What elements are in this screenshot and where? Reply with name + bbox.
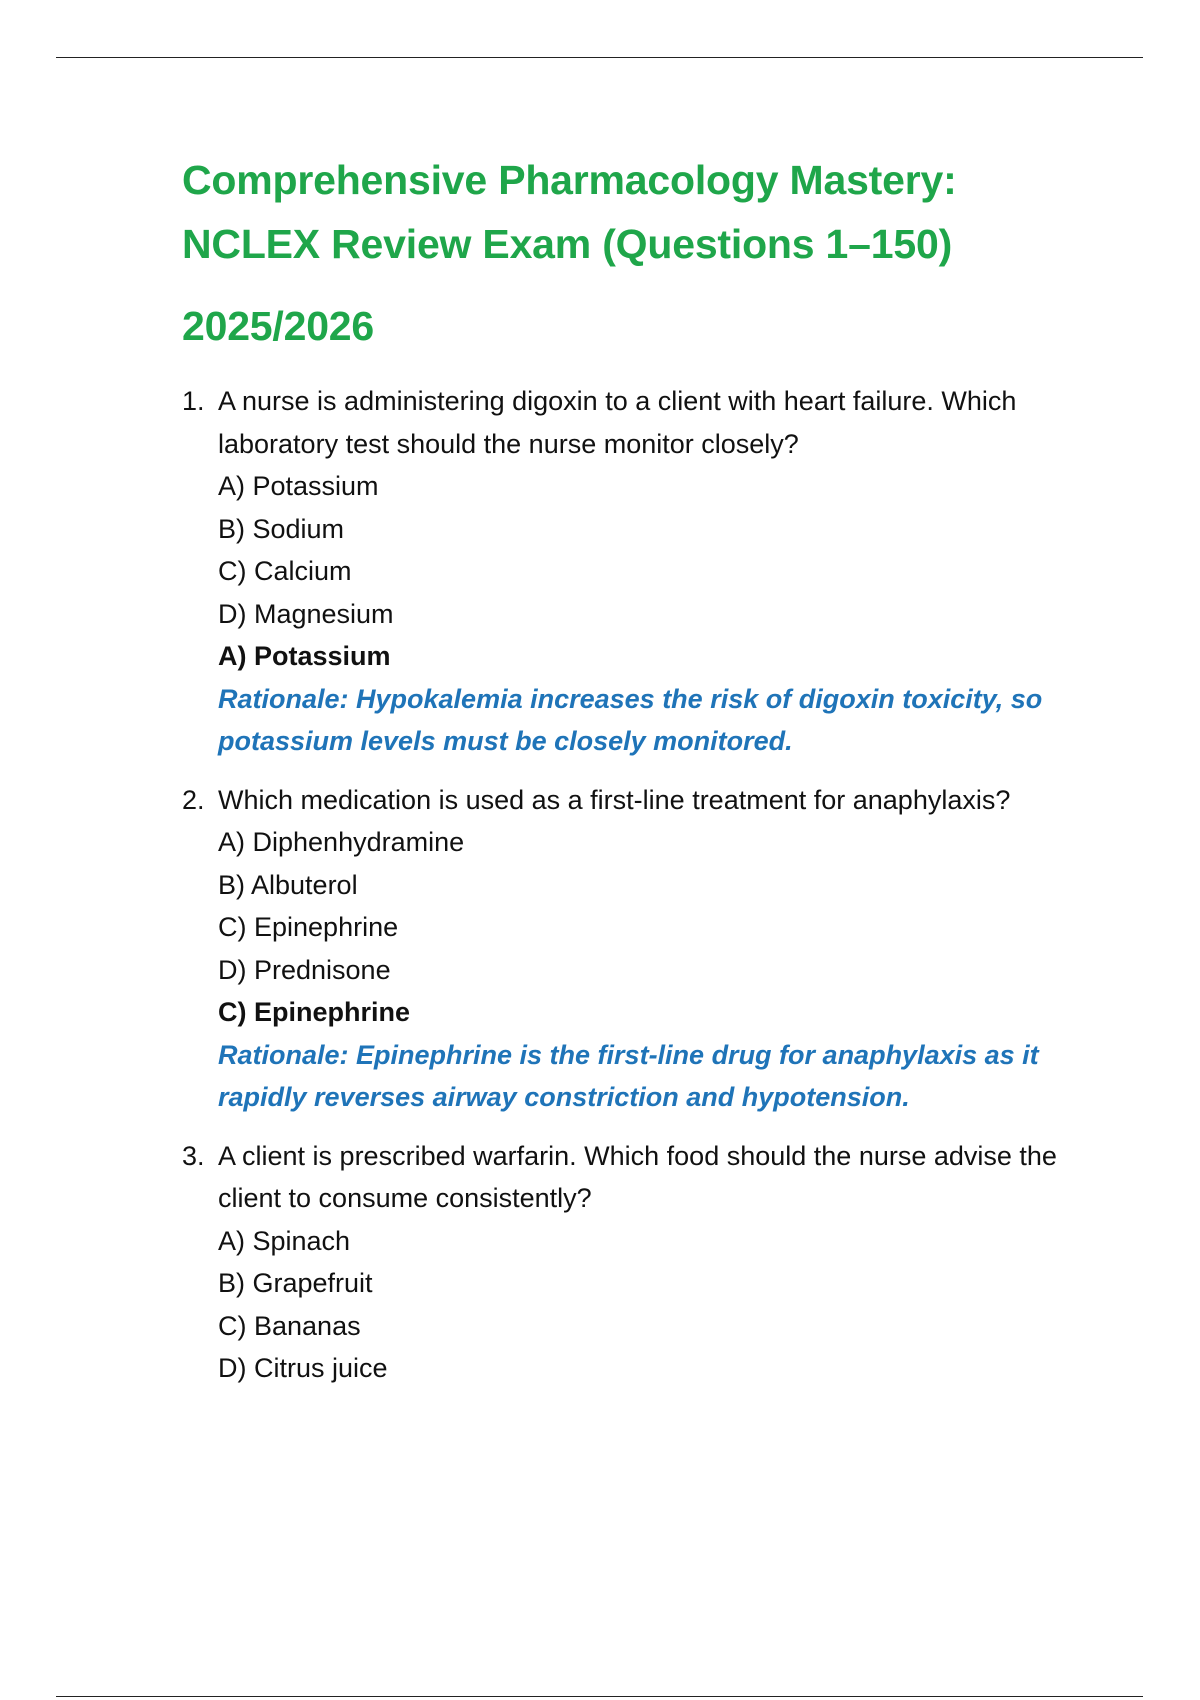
question-text: Which medication is used as a first-line treatment for anaphylaxis? xyxy=(218,784,1011,815)
question-text: A client is prescribed warfarin. Which food should the nurse advise the client to consume consistently? xyxy=(218,1140,1057,1213)
document-body xyxy=(182,148,1082,1406)
option-c: C) Epinephrine xyxy=(218,912,399,942)
correct-answer: A) Potassium xyxy=(218,641,391,671)
document-title xyxy=(182,148,1082,358)
rationale: Rationale: Hypokalemia increases the risk of digoxin toxicity, so potassium levels must be closely monitored. xyxy=(218,683,1043,756)
option-b: B) Grapefruit xyxy=(218,1268,373,1298)
option-a: A) Potassium xyxy=(218,471,379,501)
title-year: 2025/2026 xyxy=(182,303,375,349)
footer-rule xyxy=(56,1696,1143,1697)
option-a: A) Diphenhydramine xyxy=(218,827,465,857)
option-c: C) Bananas xyxy=(218,1310,361,1341)
header-rule xyxy=(56,57,1143,58)
question-number: 3. xyxy=(182,1140,205,1171)
option-d: D) Prednisone xyxy=(218,954,391,985)
question-3 xyxy=(182,1135,1082,1390)
question-list xyxy=(182,380,1082,1390)
question-number: 1. xyxy=(182,386,205,416)
question-1 xyxy=(182,380,1082,763)
question-text: A nurse is administering digoxin to a client with heart failure. Which laboratory test should the nurse monitor closely? xyxy=(218,386,1017,459)
rationale: Rationale: Epinephrine is the first-line drug for anaphylaxis as it rapidly reverses airway constriction and hypotension. xyxy=(218,1039,1039,1112)
option-a: A) Spinach xyxy=(218,1225,351,1256)
option-c: C) Calcium xyxy=(218,556,352,586)
question-number: 2. xyxy=(182,784,205,815)
question-2 xyxy=(182,779,1082,1119)
correct-answer: C) Epinephrine xyxy=(218,997,411,1027)
option-d: D) Citrus juice xyxy=(218,1353,388,1383)
option-b: B) Sodium xyxy=(218,513,345,544)
title-line-1: Comprehensive Pharmacology Mastery: xyxy=(182,157,957,203)
title-line-2: NCLEX Review Exam (Questions 1–150) xyxy=(182,221,953,267)
option-b: B) Albuterol xyxy=(218,869,358,900)
option-d: D) Magnesium xyxy=(218,598,394,629)
